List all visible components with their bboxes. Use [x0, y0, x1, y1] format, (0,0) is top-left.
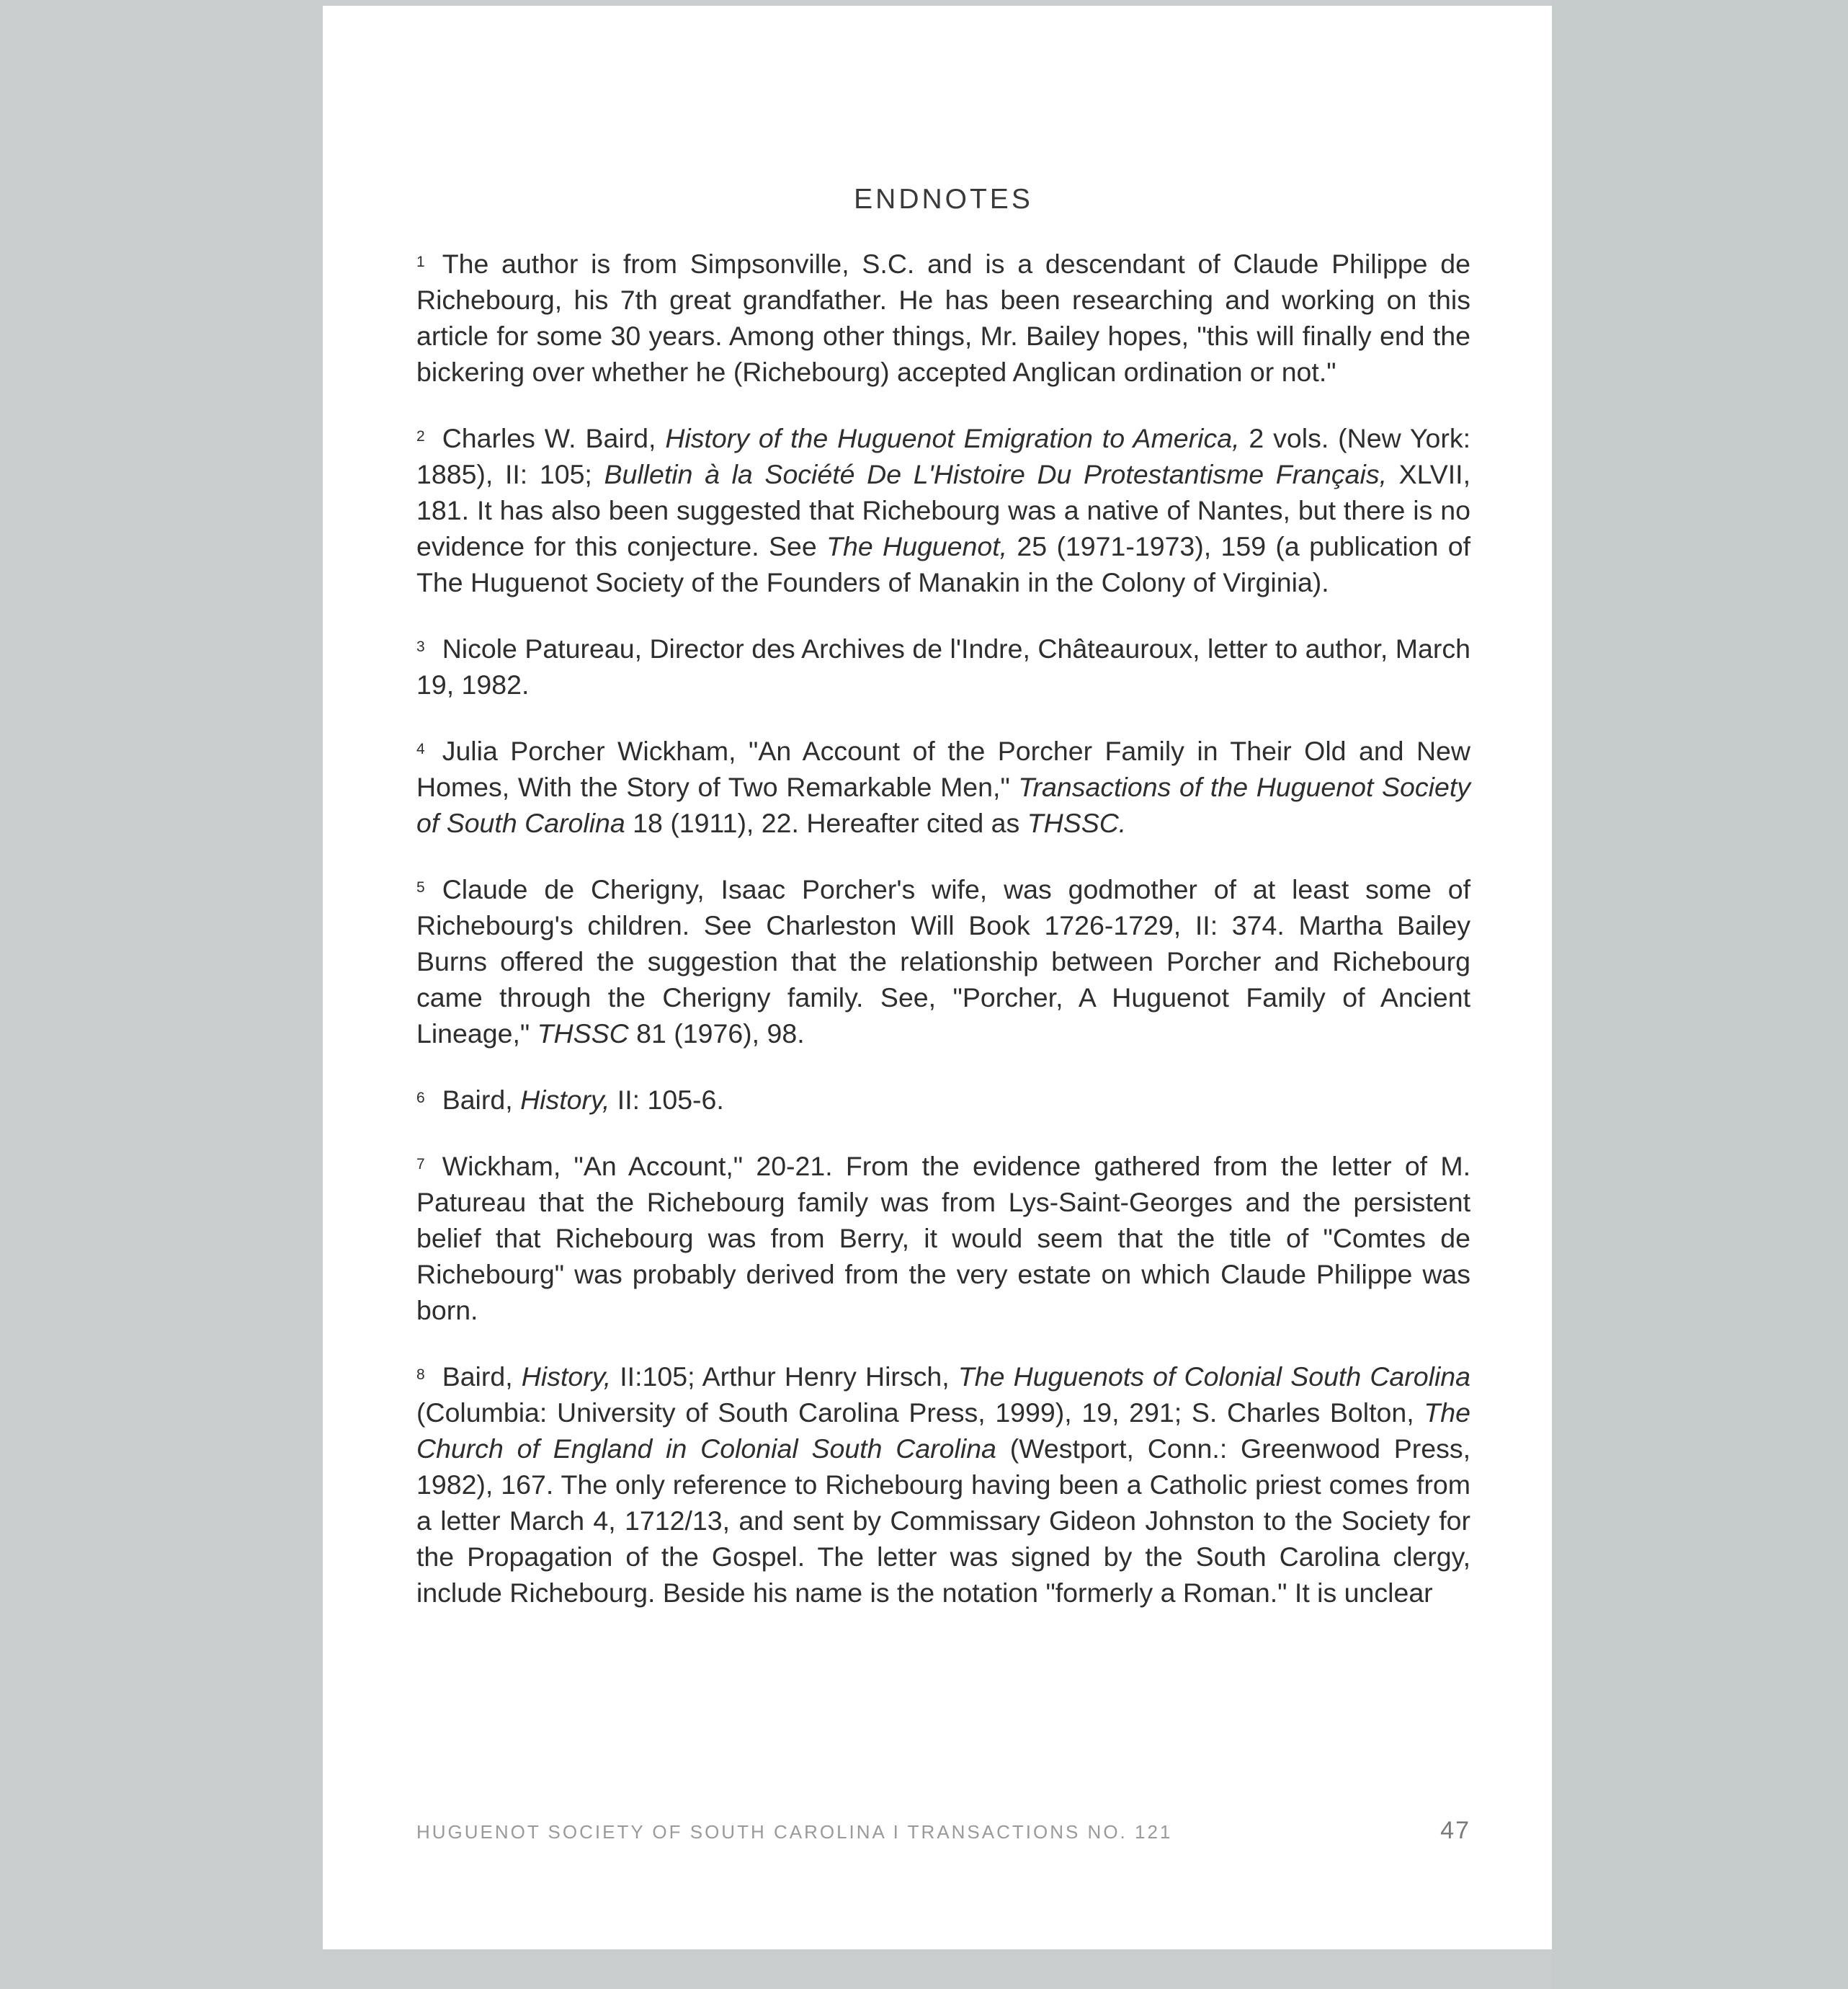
endnote	[416, 1082, 1470, 1118]
endnote	[416, 871, 1470, 1051]
italic-title: THSSC	[537, 1018, 629, 1049]
endnote-number: 4	[416, 741, 425, 757]
endnote-number: 6	[416, 1090, 425, 1106]
endnote-text: (Columbia: University of South Carolina Press, 1999), 19, 291; S. Charles Bolton,	[416, 1397, 1424, 1428]
italic-title: History,	[520, 1085, 610, 1115]
endnote-text: Charles W. Baird,	[442, 423, 666, 453]
document-page	[323, 6, 1552, 1949]
endnote	[416, 420, 1470, 600]
endnote-text: Nicole Patureau, Director des Archives de l'Indre, Châteauroux, letter to author, March 19, 1982.	[416, 633, 1470, 700]
endnote-text: Wickham, "An Account," 20-21. From the evidence gathered from the letter of M. Patureau that the Richebourg family was from Lys-Saint-Georges and the persistent belief that Richebourg was from Berry, it would seem that the title of "Comtes de Richebourg" was probably derived from the very estate on which Claude Philippe was born.	[416, 1151, 1470, 1325]
endnote-text: Claude de Cherigny, Isaac Porcher's wife, was godmother of at least some of Richebourg's children. See Charleston Will Book 1726-1729, II: 374. Martha Bailey Burns offered the suggestion that the relationship between Porcher and Richebourg came through the Cherigny family. See, "Porcher, A Huguenot Family of Ancient Lineage,"	[416, 874, 1470, 1049]
endnote-text: 25 (1971-1973), 159 (a publication of The Huguenot Society of the Founders of Manakin in the Colony of Virginia).	[416, 531, 1471, 597]
endnote-text: II:105; Arthur Henry Hirsch,	[611, 1361, 958, 1392]
endnotes-list	[416, 246, 1470, 1611]
endnote-text: II: 105-6.	[610, 1085, 724, 1115]
endnote-text: Julia Porcher Wickham, "An Account of the Porcher Family in Their Old and New Homes, With the Story of Two Remarkable Men,"	[416, 736, 1470, 802]
running-footer: HUGUENOT SOCIETY OF SOUTH CAROLINA I TRANSACTIONS NO. 121	[416, 1821, 1173, 1843]
endnote-text: Baird,	[442, 1085, 521, 1115]
italic-title: The Huguenot,	[826, 531, 1008, 561]
endnote-number: 5	[416, 879, 425, 896]
italic-title: Bulletin à la Société De L'Histoire Du Protestantisme Français,	[604, 459, 1388, 489]
endnote-text: XLVII, 181. It has also been suggested that Richebourg was a native of Nantes, but there is no evidence for this conjecture. See	[416, 459, 1471, 561]
italic-title: Transactions of the Huguenot Society of South Carolina	[416, 772, 1470, 838]
endnote-text: 2 vols. (New York: 1885), II: 105;	[416, 423, 1470, 489]
endnote-number: 8	[416, 1366, 425, 1383]
endnote	[416, 733, 1470, 841]
endnote-number: 3	[416, 638, 425, 655]
endnote-number: 1	[416, 254, 425, 270]
italic-title: The Church of England in Colonial South Carolina	[416, 1397, 1470, 1464]
endnote-text: (Westport, Conn.: Greenwood Press, 1982), 167. The only reference to Richebourg having been a Catholic priest comes from a letter March 4, 1712/13, and sent by Commissary Gideon Johnston to the Society for the Propagation of the Gospel. The letter was signed by the South Carolina clergy, include Richebourg. Beside his name is the notation "formerly a Roman." It is unclear	[416, 1433, 1470, 1608]
endnote	[416, 631, 1470, 703]
endnote-text: 18 (1911), 22. Hereafter cited as	[625, 808, 1027, 838]
endnote	[416, 246, 1470, 390]
page-number: 47	[1440, 1817, 1470, 1844]
scan-margin	[1552, 0, 1848, 1989]
italic-title: History of the Huguenot Emigration to America,	[665, 423, 1240, 453]
italic-title: THSSC.	[1027, 808, 1127, 838]
endnote-text: 81 (1976), 98.	[628, 1018, 805, 1049]
endnote	[416, 1358, 1470, 1611]
endnotes-section	[416, 184, 1470, 1641]
endnote-text: Baird,	[442, 1361, 522, 1392]
endnote-number: 7	[416, 1156, 425, 1173]
italic-title: History,	[521, 1361, 612, 1392]
endnote	[416, 1148, 1470, 1328]
page-heading: ENDNOTES	[854, 184, 1033, 215]
endnote-number: 2	[416, 428, 425, 445]
italic-title: The Huguenots of Colonial South Carolina	[958, 1361, 1470, 1392]
page-footer	[416, 1817, 1470, 1853]
endnote-text: The author is from Simpsonville, S.C. and is a descendant of Claude Philippe de Richebourg, his 7th great grandfather. He has been researching and working on this article for some 30 years. Among other things, Mr. Bailey hopes, "this will finally end the bickering over whether he (Richebourg) accepted Anglican ordination or not."	[416, 249, 1470, 387]
